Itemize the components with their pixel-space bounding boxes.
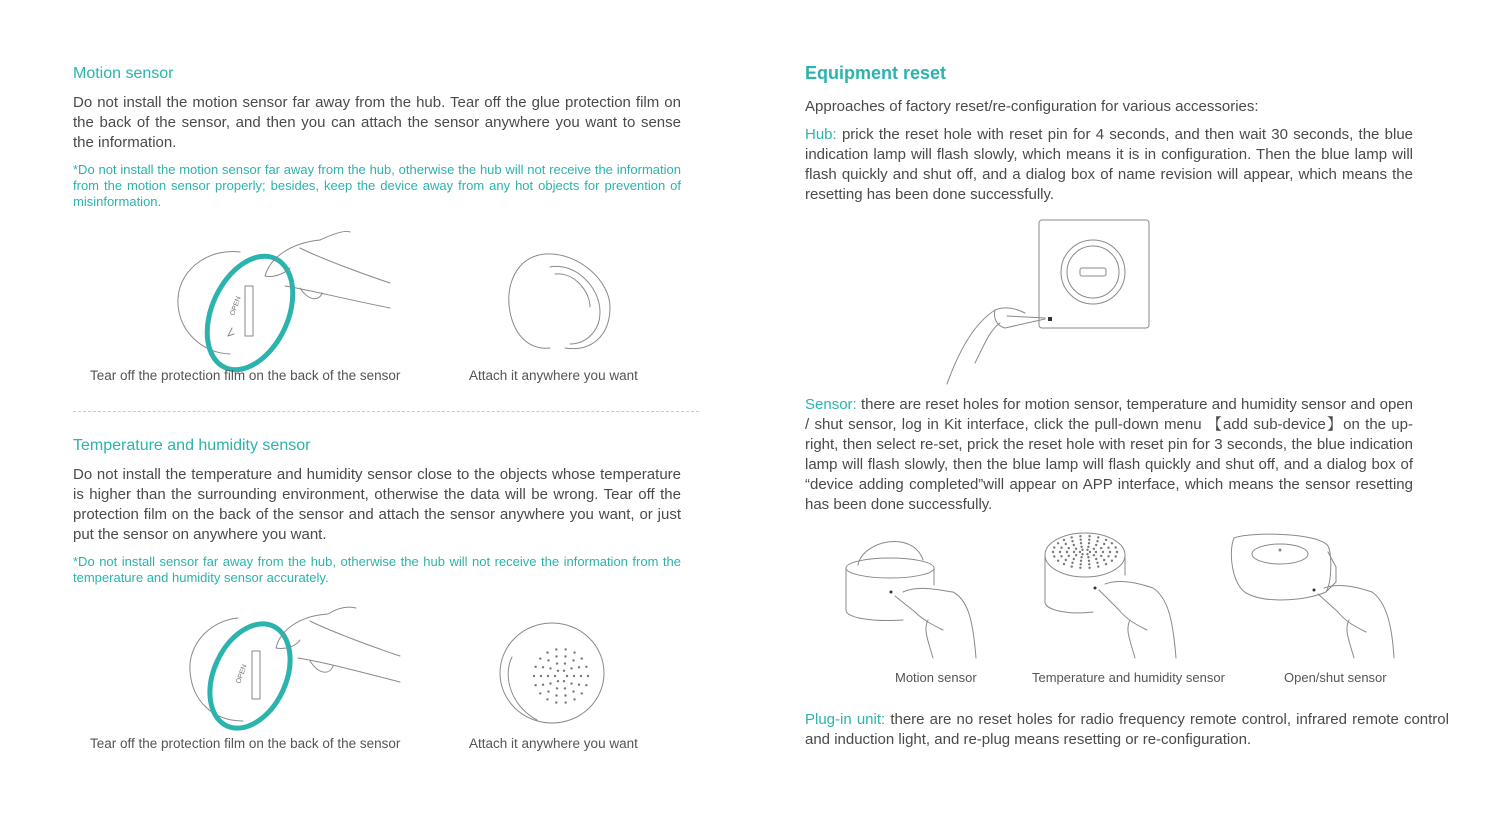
equipment-reset-title: Equipment reset — [805, 63, 947, 83]
motion-sensor-body: Do not install the motion sensor far away from the hub. Tear off the glue protection film on the back of the sensor, and then you can attach the sensor anywhere you want to sense the information. — [73, 94, 681, 151]
vent-dot — [1063, 563, 1065, 565]
vent-dot — [565, 648, 567, 650]
sensor-text: there are reset holes for motion sensor, temperature and humidity sensor and open / shut sensor, log in Kit interface, click the pull-down menu 【add sub-device】on the up-right, then select re-set, prick the reset hole with reset pin for 3 seconds, the blue indication lamp will flash slowly, then the blue lamp will flash quickly and shut off, and a dialog box of “device adding completed”will appear on APP interface, which means the sensor resetting has been done successfully. — [805, 396, 1413, 513]
vent-dot — [564, 655, 566, 657]
reset-hole — [1094, 587, 1097, 590]
hub-text: prick the reset hole with reset pin for 4 seconds, and then wait 30 seconds, the blue indication lamp will flash slowly, which means it is in configuration. Then the blue lamp will flash quickly and shut off, and a dialog box of name revision will appear, which means the resetting has been done successfully. — [805, 126, 1413, 203]
vent-dot — [1087, 556, 1089, 558]
vent-dot — [573, 698, 575, 700]
hub-icon — [1039, 220, 1149, 328]
vent-dot — [1060, 547, 1062, 549]
vent-dot — [1052, 551, 1054, 553]
vent-dot — [1081, 549, 1083, 551]
vent-dot — [1075, 548, 1077, 550]
motion-attach-caption: Attach it anywhere you want — [469, 368, 638, 383]
vent-dot — [1105, 539, 1107, 541]
section-divider — [73, 411, 699, 412]
vent-dot — [534, 684, 536, 686]
reset-intro: Approaches of factory reset/re-configuration for various accessories: — [805, 98, 1259, 115]
motion-reset-illustration — [843, 530, 983, 660]
vent-dot — [1096, 540, 1098, 542]
vent-dot — [556, 662, 558, 664]
vent-dot — [547, 690, 549, 692]
vent-dot — [556, 687, 558, 689]
vent-dot — [1060, 555, 1062, 557]
vent-dot — [1107, 547, 1109, 549]
vent-dot — [1089, 551, 1091, 553]
vent-dot — [1115, 555, 1117, 557]
temperature-reset-illustration — [1043, 530, 1183, 660]
vent-dot — [1087, 546, 1089, 548]
hand-icon — [1099, 581, 1176, 658]
vent-dot — [555, 694, 557, 696]
vent-dot — [565, 701, 567, 703]
vent-dot — [585, 684, 587, 686]
vent-dot — [542, 666, 544, 668]
hand-icon — [265, 231, 390, 308]
vent-dot — [1079, 551, 1081, 553]
temperature-reset-caption: Temperature and humidity sensor — [1032, 670, 1225, 685]
vent-dots — [533, 648, 589, 704]
vent-dot — [539, 657, 541, 659]
reset-hole — [1313, 589, 1316, 592]
temperature-sensor-note: *Do not install sensor far away from the hub, otherwise the hub will not receive the information from the temperature and humidity sensor accurately. — [73, 554, 681, 585]
motion-sensor-icon — [858, 541, 923, 565]
vent-dot — [1075, 554, 1077, 556]
vent-dot — [1073, 558, 1075, 560]
vent-dot — [578, 684, 580, 686]
vent-dot — [1065, 559, 1067, 561]
vent-dot — [1057, 542, 1059, 544]
sensor-label: Sensor: — [805, 396, 857, 413]
vent-dot — [1107, 555, 1109, 557]
vent-dot — [557, 680, 559, 682]
motion-sensor-note: *Do not install the motion sensor far away from the hub, otherwise the hub will not receive the information from the motion sensor properly; besides, keep the device away from any hot objects for prevention of misinformation. — [73, 162, 681, 209]
protection-film-ring — [190, 243, 310, 384]
vent-dot — [1111, 560, 1113, 562]
vent-dot — [1095, 544, 1097, 546]
vent-dot — [1097, 536, 1099, 538]
temperature-sensor-icon — [500, 623, 604, 723]
vent-dot — [1053, 555, 1055, 557]
vent-dot — [1080, 542, 1082, 544]
vent-dot — [555, 648, 557, 650]
vent-dot — [1096, 562, 1098, 564]
vent-dot — [1079, 567, 1081, 569]
vent-dot — [1111, 542, 1113, 544]
vent-dot — [1086, 553, 1088, 555]
plug-text: there are no reset holes for radio frequency remote control, infrared remote control and induction light, and re-plug means resetting or re-configuration. — [805, 711, 1449, 748]
vent-dot — [549, 682, 551, 684]
vent-dot — [547, 659, 549, 661]
vent-dot — [1103, 559, 1105, 561]
temperature-sensor-body: Do not install the temperature and humidity sensor close to the objects whose temperature is higher than the surrounding environment, otherwise the data will be wrong. Tear off the protection film on the back of the sensor and attach the sensor anywhere you want, or just put the sensor on anywhere you want. — [73, 466, 681, 543]
vent-dot — [1095, 558, 1097, 560]
vent-dot — [547, 675, 549, 677]
vent-dot — [563, 670, 565, 672]
vent-dot — [1088, 542, 1090, 544]
vent-dot — [570, 682, 572, 684]
vent-dot — [1065, 543, 1067, 545]
temperature-tear-illustration — [188, 606, 408, 726]
vent-dot — [1097, 565, 1099, 567]
vent-dot — [546, 698, 548, 700]
vent-dot — [1071, 540, 1073, 542]
vent-dot — [1115, 546, 1117, 548]
vent-dot — [1080, 563, 1082, 565]
vent-dot — [1105, 563, 1107, 565]
vent-dot — [1103, 543, 1105, 545]
vent-dot — [1093, 548, 1095, 550]
hub-button — [1080, 268, 1106, 276]
vent-dot — [1066, 551, 1068, 553]
vent-dot — [540, 675, 542, 677]
vent-dot — [1063, 539, 1065, 541]
vent-dot — [1093, 554, 1095, 556]
vent-dot — [1071, 562, 1073, 564]
vent-dot — [564, 687, 566, 689]
vent-dot — [555, 655, 557, 657]
temperature-sensor-icon — [1045, 533, 1125, 577]
film-tab — [252, 651, 260, 699]
vent-dot — [581, 657, 583, 659]
vent-dot — [572, 690, 574, 692]
vent-dot — [573, 675, 575, 677]
open-label: OPEN — [235, 663, 249, 685]
vent-dot — [1088, 539, 1090, 541]
film-tab — [245, 286, 253, 336]
vent-dots — [1052, 535, 1118, 569]
hub-reset-paragraph — [805, 125, 1413, 205]
vent-dot — [580, 675, 582, 677]
vent-dot — [587, 675, 589, 677]
motion-attach-illustration — [505, 252, 615, 352]
temperature-sensor-section — [73, 437, 681, 586]
temperature-attach-caption: Attach it anywhere you want — [469, 736, 638, 751]
vent-dot — [1079, 535, 1081, 537]
protection-film-ring — [194, 611, 306, 741]
open-label: OPEN — [229, 295, 243, 317]
vent-dot — [564, 662, 566, 664]
reset-hole — [1048, 317, 1052, 321]
vent-dot — [572, 659, 574, 661]
vent-dot — [1073, 551, 1075, 553]
vent-dot — [1088, 563, 1090, 565]
hand-icon — [895, 588, 976, 658]
vent-dot — [1086, 549, 1088, 551]
vent-dot — [1071, 565, 1073, 567]
vent-dot — [1080, 556, 1082, 558]
vent-dot — [1088, 560, 1090, 562]
vent-dot — [542, 684, 544, 686]
vent-dot — [585, 666, 587, 668]
door-reset-illustration — [1228, 532, 1398, 660]
vent-dot — [1116, 551, 1118, 553]
reset-hole — [890, 591, 893, 594]
vent-dot — [563, 680, 565, 682]
vent-dot — [1080, 539, 1082, 541]
vent-dot — [554, 675, 556, 677]
equipment-reset-section — [805, 63, 1413, 205]
vent-dot — [1068, 547, 1070, 549]
vent-dot — [539, 692, 541, 694]
temperature-attach-illustration — [497, 622, 607, 724]
vent-dot — [546, 651, 548, 653]
vent-dot — [573, 651, 575, 653]
vent-dot — [1081, 553, 1083, 555]
temperature-tear-caption: Tear off the protection film on the back of the sensor — [90, 736, 401, 751]
vent-dot — [566, 675, 568, 677]
motion-tear-illustration — [170, 228, 400, 360]
vent-dot — [570, 667, 572, 669]
hand-icon — [276, 607, 400, 682]
door-reset-caption: Open/shut sensor — [1284, 670, 1387, 685]
vent-dot — [533, 675, 535, 677]
motion-reset-caption: Motion sensor — [895, 670, 977, 685]
vent-dot — [557, 670, 559, 672]
vent-dot — [1059, 551, 1061, 553]
vent-dot — [1109, 551, 1111, 553]
vent-dot — [1057, 560, 1059, 562]
vent-dot — [1053, 546, 1055, 548]
vent-dot — [555, 701, 557, 703]
sensor-reset-paragraph — [805, 395, 1413, 515]
motion-tear-caption: Tear off the protection film on the back of the sensor — [90, 368, 401, 383]
hub-illustration — [945, 218, 1155, 388]
plug-label: Plug-in unit: — [805, 711, 886, 728]
vent-dot — [1088, 535, 1090, 537]
vent-dot — [1088, 567, 1090, 569]
vent-dot — [534, 666, 536, 668]
vent-dot — [581, 692, 583, 694]
vent-dot — [578, 666, 580, 668]
vent-dot — [1102, 551, 1104, 553]
open-arrow-icon — [228, 328, 234, 336]
vent-dot — [1080, 560, 1082, 562]
vent-dot — [1071, 536, 1073, 538]
vent-dot — [1080, 546, 1082, 548]
vent-dot — [1068, 555, 1070, 557]
vent-dot — [1100, 547, 1102, 549]
hub-label: Hub: — [805, 126, 837, 143]
vent-dot — [564, 694, 566, 696]
vent-dot — [1100, 555, 1102, 557]
motion-sensor-section — [73, 65, 681, 210]
hand-icon — [947, 308, 1045, 384]
temperature-sensor-title: Temperature and humidity sensor — [73, 437, 311, 454]
vent-dot — [1073, 544, 1075, 546]
motion-sensor-title: Motion sensor — [73, 65, 174, 82]
motion-sensor-icon — [509, 254, 550, 348]
plug-in-reset-paragraph — [805, 710, 1449, 750]
vent-dot — [549, 667, 551, 669]
vent-dot — [1095, 551, 1097, 553]
hand-icon — [1318, 585, 1394, 658]
